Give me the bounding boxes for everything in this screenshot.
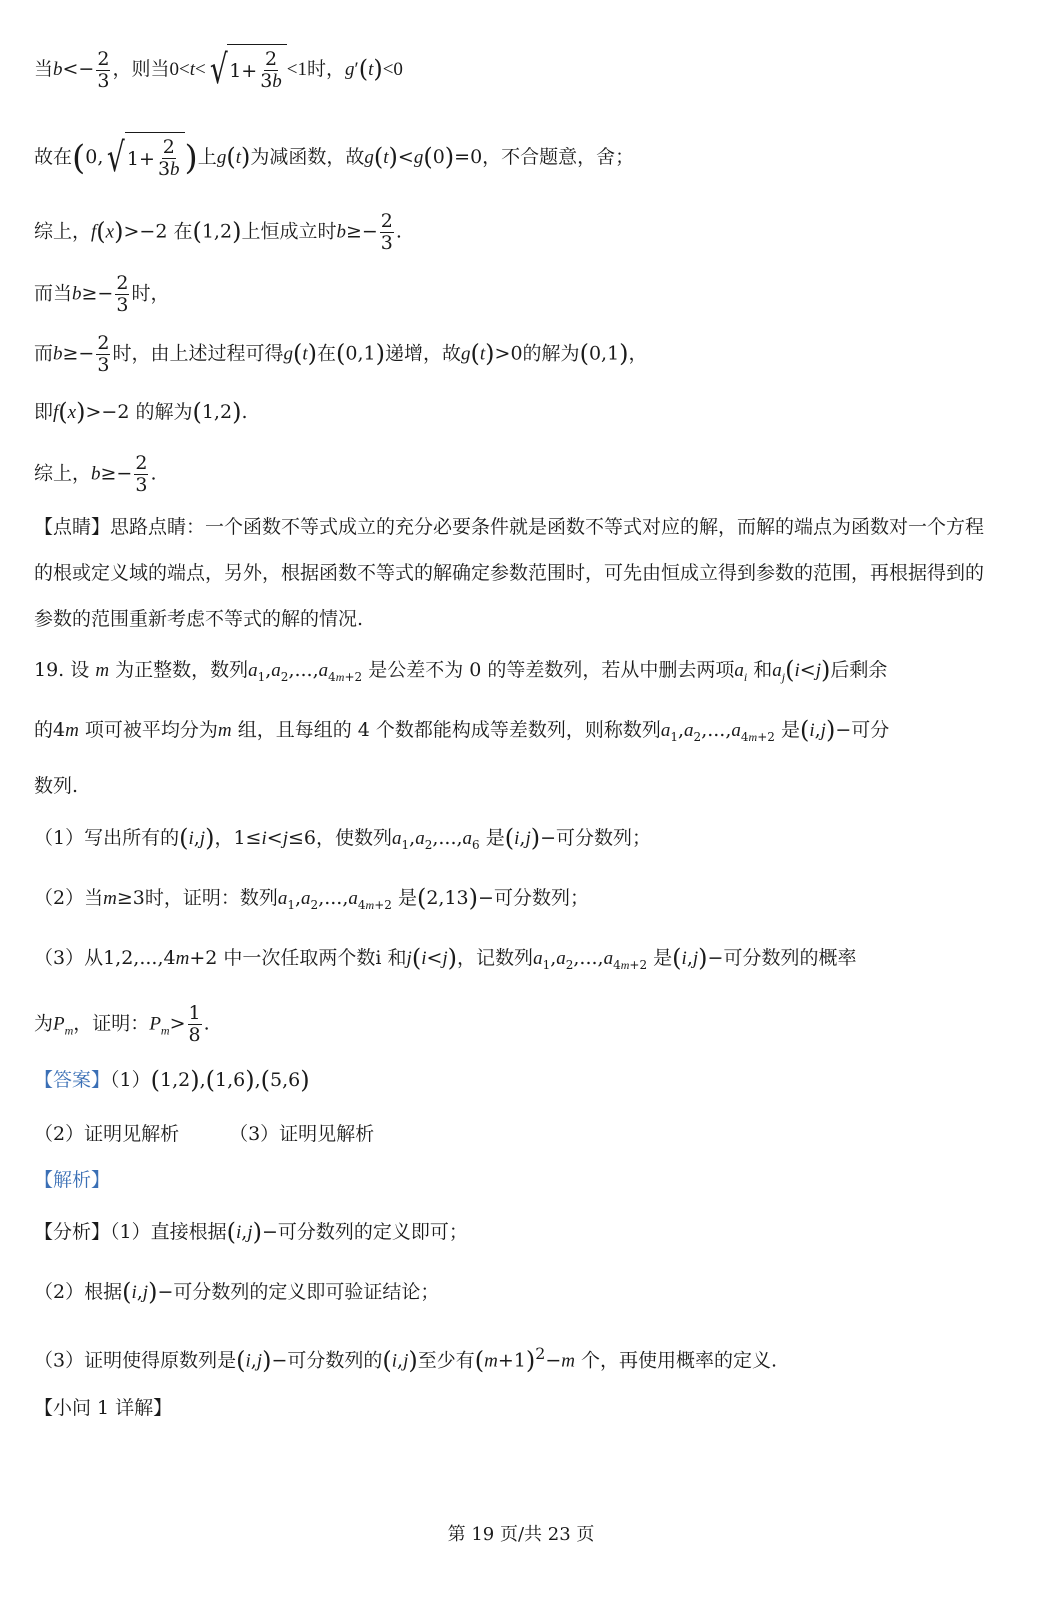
q19-line-2: 的4m 项可被平均分为m 组，且每组的 4 个数都能构成等差数列，则称数列$a_1,a_2,...,a_{4m+2}$ 是(i,j)−可分 bbox=[34, 716, 890, 744]
line-5: 而b≥− $\frac{2}{3}$ 时，由上述过程可得g(t)在(0,1)递增，故g(t)>0的解为(0,1)， bbox=[34, 332, 648, 376]
q19-sub-3: （3）从1,2,...,4m+2 中一次任取两个数i 和j(i<j)，记数列$a_1,a_2,...,a_{4m+2}$ 是(i,j)−可分数列的概率 bbox=[34, 944, 857, 972]
line-1: 当b<− $\frac{2}{3}$ ，则当0<t< √ 1+ $\frac{2}{3b}$ <1时，g′(t)<0 bbox=[34, 44, 403, 96]
subquestion-1-heading: 【小问 1 详解】 bbox=[34, 1397, 173, 1419]
page-footer: 第 19 页/共 23 页 bbox=[447, 1524, 595, 1545]
q19-line-1: 19. 设 m 为正整数，数列$a_1,a_2,...,a_{4m+2}$ 是公差不为 0 的等差数列，若从中删去两项$a_i$ 和$a_j(i<j)$后剩余 bbox=[34, 656, 888, 684]
answer-line-2: （2）证明见解析 （3）证明见解析 bbox=[34, 1123, 375, 1145]
q19-sub-3-cont: 为$P_m$，证明：$P_m>$ $\frac{1}{8}$ . bbox=[34, 1002, 210, 1046]
fenxi-line-3: （3）证明使得原数列是(i,j)−可分数列的(i,j)至少有$(m+1)^2-m$ 个，再使用概率的定义. bbox=[34, 1344, 778, 1375]
dianjing-paragraph: 【点睛】思路点睛：一个函数不等式成立的充分必要条件就是函数不等式对应的解，而解的端点为函数对一个方程的根或定义域的端点，另外，根据函数不等式的解确定参数范围时，可先由恒成立得到参数的范围，再根据得到的参数的范围重新考虑不等式的解的情况. bbox=[34, 516, 985, 630]
fenxi-line-1: 【分析】（1）直接根据(i,j)−可分数列的定义即可； bbox=[34, 1218, 468, 1246]
q19-sub-2: （2）当m≥3时，证明：数列$a_1,a_2,...,a_{4m+2}$ 是(2,13)−可分数列； bbox=[34, 884, 589, 912]
q19-sub-1: （1）写出所有的(i,j)，1≤i<j≤6，使数列$a_1,a_2,...,a_6$ 是(i,j)−可分数列； bbox=[34, 824, 652, 852]
line-6: 即f(x)>−2 的解为(1,2). bbox=[34, 398, 248, 426]
line-3: 综上，f(x)>−2 在(1,2)上恒成立时b≥− $\frac{2}{3}$ . bbox=[34, 210, 402, 254]
fenxi-line-2: （2）根据(i,j)−可分数列的定义即可验证结论； bbox=[34, 1278, 440, 1306]
q19-line-3: 数列. bbox=[34, 775, 79, 797]
line-4: 而当b≥− $\frac{2}{3}$ 时， bbox=[34, 272, 170, 316]
line-2: 故在(0, √ 1+ $\frac{2}{3b}$ )上g(t)为减函数，故g(t)<g(0)=0，不合题意，舍； bbox=[34, 132, 634, 184]
jiexi-heading: 【解析】 bbox=[34, 1169, 111, 1191]
answer-line-1: 【答案】（1）(1,2),(1,6),(5,6) bbox=[34, 1066, 310, 1094]
answer-tag: 【答案】 bbox=[34, 1069, 111, 1091]
line-7: 综上，b≥− $\frac{2}{3}$ . bbox=[34, 452, 157, 496]
